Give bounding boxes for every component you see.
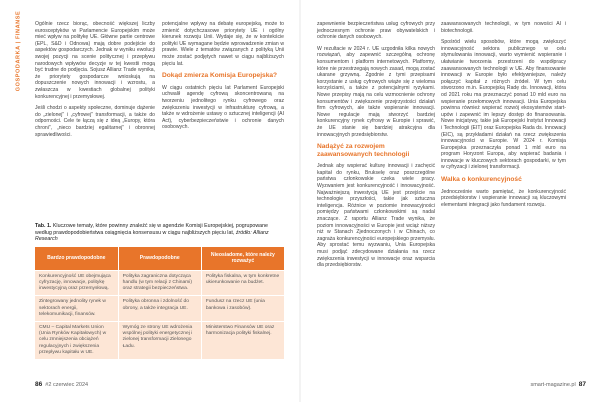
section-heading: Walka o konkurencyjność bbox=[441, 176, 522, 184]
table-block bbox=[35, 223, 285, 359]
paragraph: Jednocześnie warto pamiętać, że konkurencyjność przedsiębiorstw i wspieranie innowacji są kluczowymi elementami integracji jako fundament rozwoju. bbox=[441, 188, 566, 208]
column-2 bbox=[162, 21, 284, 136]
page-number: 87 bbox=[578, 381, 586, 388]
paragraph: zaawansowanych technologii, w tym nowości AI i biotechnologii. bbox=[441, 21, 566, 34]
paragraph: zapewnienie bezpieczeństwa usług cyfrowych przy jednoczesnym ochronie praw obywatelskich i ochronie danych osobowych. bbox=[317, 21, 435, 41]
paragraph: Jednak aby wspierać kulturę innowacji i zachęcić kapitał do rynku, Brukselę oraz poszczególne państwa członkowskie czeka wiele pracy. Wyzwaniem jest konkurencyjność i innowacyjność. Najważniejszą inwestycją UE jest przejście na technologie przyszłości, takie jak sztuczna inteligencja. Różnice w poziomie innowacyjności pomiędzy państwami członkowskimi są nadal znaczące. Z raportu Allianz Trade wynika, że poziom innowacyjności w Europie jest wciąż niższy niż w Stanach Zjednoczonych i w Chinach, co zagraża konkurencyjności europejskiego przemysłu. Aby sprostać temu wyzwaniu, Unia Europejska musi podjąć zdecydowane działania na rzecz zwiększenia inwestycji w innowacje oraz wsparcia dla przedsiębiorstw. bbox=[317, 163, 435, 269]
issue-label: #2 czerwiec 2024 bbox=[45, 382, 89, 388]
section-label bbox=[8, 10, 22, 92]
table-caption-text: Kluczowe tematy, które powinny znaleźć się w agendzie Komisji Europejskiej, pogrupowane według prawdopodobieństwa osiągnięcia konsensusu w ciągu najbliższych pięciu lat, bbox=[35, 223, 268, 236]
footer-left bbox=[35, 381, 88, 388]
table-cell: Konkurencyjność UE obejmująca cyfryzację, innowacje, politykę inwestycyjną oraz przemysłową. bbox=[35, 270, 118, 296]
footer-right bbox=[530, 381, 586, 388]
table-header: Prawdopodobne bbox=[118, 247, 201, 270]
table-cell: Polityka obronna i zdolność do obrony, a także integracja UE. bbox=[118, 296, 201, 322]
page-number: 86 bbox=[35, 381, 43, 388]
table-caption-label: Tab. 1. bbox=[35, 223, 52, 229]
paragraph: potencjalne wpływy na debatę europejską, może to zmienić dotychczasowe priorytety UE i ogólny kierunek rozwoju Unii. Wydaje się, że w kontekście polityki UE wymagane będzie wprowadzenie zmian w prawie. Wiele z tematów związanych z polityką Unii może zostać podjętych nawet w ciągu najbliższych pięciu lat. bbox=[162, 21, 284, 67]
section-heading: Nadążyć za rozwojem zaawansowanych technologii bbox=[317, 143, 410, 158]
table-cell: Wymóg ze strony UE wdrożenia wspólnej polityki energetycznej i zielonej transformacji Zielonego Ładu. bbox=[118, 321, 201, 359]
site-label: smart-magazine.pl bbox=[530, 382, 576, 388]
paragraph: W rezultacie w 2024 r. UE uzgodniła kilka nowych rozwiązań, aby zapewnić szczególną ochronę konsumentom i platform internetowych. Platformy, które nie przestrzegają nowych zasad, mogą zostać ukarane grzywną. Zgodnie z tymi przepisami korzystanie z usług cyfrowych wiąże się z wieloma korzyściami, a także z potencjalnymi ryzykami. Nowe przepisy mają na celu wzmocnienie ochrony konsumentów i zwiększenie przejrzystości działań firm cyfrowych, ale także wspieranie innowacji. Nowe regulacje mają stworzyć bardziej konkurencyjny rynek cyfrowy w Europie i sprawić, że UE stanie się bardziej atrakcyjna dla innowacyjnych przedsiębiorstw. bbox=[317, 45, 435, 138]
table-row bbox=[35, 296, 285, 322]
paragraph: Ogólnie rzecz biorąc, obecność większej liczby eurosceptyków w Parlamencie Europejskim może mieć wpływ na politykę UE. Główne partie centrowe (EPL, S&D i Odnowa) mają dobre podejście do aspektów gospodarczych. Jednak w wyniku ewolucji swojej pozycji na scenie politycznej i przepływu narodowych wpływów decyzje w tej kwestii mogą być trudne do podjęcia. Sojusz Allianz Trade wynika, że priorytety gospodarcze wnioskują na dopuszczenie nowych innowacji i wzrostu, a zwłaszcza w kwestiach globalnej polityki konkurencyjnej i przemysłowej. bbox=[35, 21, 155, 100]
table-cell: Zintegrowany jednolity rynek w sektorach energii, telekomunikacji, finansów. bbox=[35, 296, 118, 322]
column-1 bbox=[35, 21, 155, 143]
consensus-table bbox=[35, 247, 285, 359]
table-caption bbox=[35, 223, 285, 243]
table-cell: CMU – Capital Markets Union (Unia Rynków Kapitałowych) w celu zmniejszenia obciążeń regulacyjnych i zwiększenia przepływu kapitału w UE. bbox=[35, 321, 118, 359]
table-cell: Polityka zagraniczna dotycząca handlu (w tym relacji z Chinami) oraz strategii bezpieczeństwa. bbox=[118, 270, 201, 296]
table-row bbox=[35, 321, 285, 359]
paragraph: W ciągu ostatnich pięciu lat Parlament Europejski uchwalił agendę cyfrową skoncentrowaną na tworzeniu jednolitego rynku cyfrowego oraz zwiększeniu inwestycji w infrastrukturę cyfrową, a także w wdrożenie ustawy o sztucznej inteligencji (AI Act), cyberbezpieczeństwie i ochronie danych osobowych. bbox=[162, 84, 284, 131]
table-header: Bardzo prawdopodobne bbox=[35, 247, 118, 270]
table-header: Nieosiadome, które należy rozważyć bbox=[201, 247, 284, 270]
paragraph: Jeśli chodzi o aspekty społeczne, dominuje dążenie do „zielonej” i „cyfrowej” transformacji, a także do odporności. Cele te łączą się z ideą „Europy, która chroni”, „nieco bardziej egalitarnej” i obronnej sprawiedliwości. bbox=[35, 105, 155, 138]
column-3 bbox=[317, 21, 435, 274]
table-row bbox=[35, 270, 285, 296]
table-cell: Ministerstwo Finansów UE oraz harmonizacja polityki fiskalnej. bbox=[201, 321, 284, 359]
section-label-text: GOSPODARKA | FINANSE bbox=[15, 10, 22, 92]
column-4 bbox=[441, 21, 566, 213]
table-cell: Fundusz na rzecz UE (unia bankowa i zasobów). bbox=[201, 296, 284, 322]
page-gutter bbox=[299, 0, 301, 402]
section-heading: Dokąd zmierza Komisja Europejska? bbox=[162, 72, 278, 80]
table-cell: Polityka fiskalna, w tym konkretne ukierunkowanie na budżet. bbox=[201, 270, 284, 296]
paragraph: Spośród wielu sposobów, które mogą zwiększyć innowacyjność sektora publicznego w celu stymulowania innowacji, warto wymienić wspieranie i ułatwianie tworzenia przestrzeni do współpracy zaawansowanych technologii w UE. Aby finansowanie innowacji w Europie było efektywniejsze, należy połączyć kapitał z różnych źródeł. W tym celu stworzono m.in. Europejską Radę ds. Innowacji, która od 2021 roku ma przeznaczyć ponad 10 mld euro na wspieranie przełomowych innowacji. Unia Europejska powinna również wspierać rozwój ekosystemów start-upów i zapewnić im lepszy dostęp do finansowania. Nowe inicjatywy, takie jak Europejski Instytut Innowacji i Technologii (EIT) oraz Europejska Rada ds. Innowacji (EIC), są przykładami działań na rzecz zwiększenia innowacyjności w Europie. W 2024 r. Komisja Europejska przeznaczyła ponad 1 mld euro na program Horyzont Europa, aby wspierać badania i innowacje w kluczowych sektorach gospodarki, w tym w cyfryzacji i zielonej transformacji. bbox=[441, 39, 566, 171]
table-caption-source: źródło: Allianz Research bbox=[35, 229, 269, 243]
table-header-row bbox=[35, 247, 285, 270]
